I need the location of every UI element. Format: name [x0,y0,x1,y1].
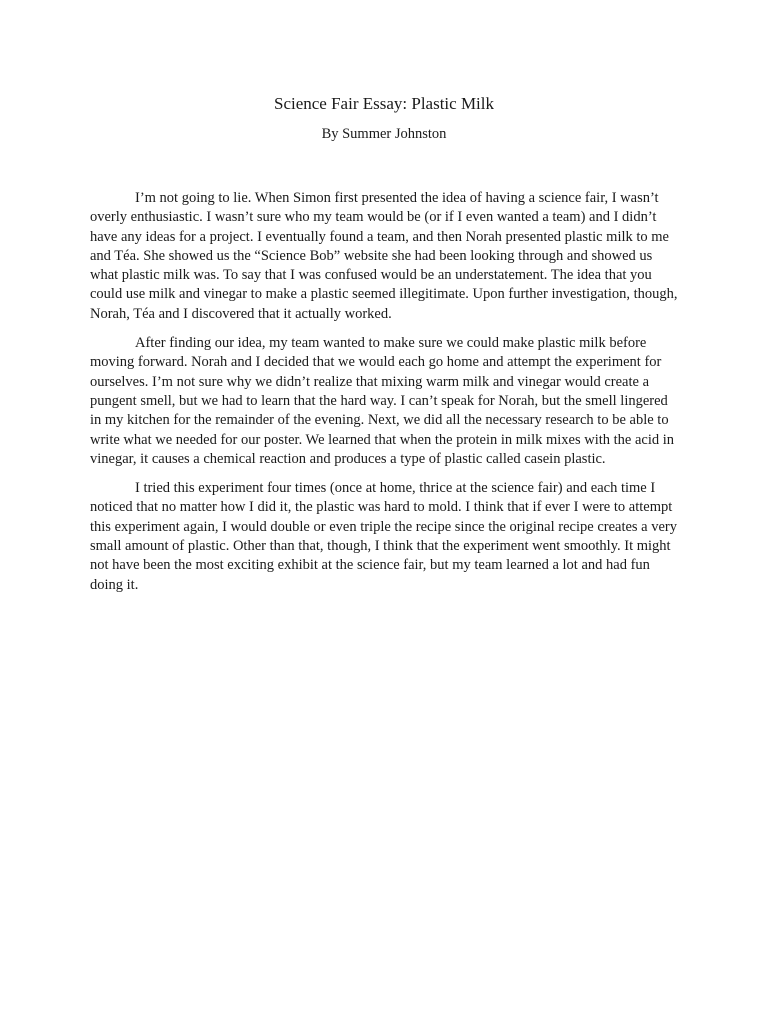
paragraph-2: After finding our idea, my team wanted to make sure we could make plastic milk before moving forward. Norah and I decided that we would each go home and attempt the experiment for ourselves. I’m not sure why we didn’t realize that mixing warm milk and vinegar would create a pungent smell, but we had to learn that the hard way. I can’t speak for Norah, but the smell lingered in my kitchen for the remainder of the evening. Next, we did all the necessary research to be able to write what we needed for our poster. We learned that when the protein in milk mixes with the acid in vinegar, it causes a chemical reaction and produces a type of plastic called casein plastic. [90,335,675,467]
paragraph-3: I tried this experiment four times (once at home, thrice at the science fair) and each time I noticed that no matter how I did it, the plastic was hard to mold. I think that if ever I were to attempt this experiment again, I would double or even triple the recipe since the original recipe creates a very small amount of plastic. Other than that, though, I think that the experiment went smoothly. It might not have been the most exciting exhibit at the science fair, but my team learned a lot and had fun doing it. [90,480,678,593]
document-byline: By Summer Johnston [321,126,447,142]
essay-body [90,189,680,605]
document-title: Science Fair Essay: Plastic Milk [273,94,495,113]
paragraph-1: I’m not going to lie. When Simon first presented the idea of having a science fair, I wasn’t overly enthusiastic. I wasn’t sure who my team would be (or if I even wanted a team) and I didn’t have any ideas for a project. I eventually found a team, and then Norah presented plastic milk to me and Téa. She showed us the “Science Bob” website she had been looking through and showed us what plastic milk was. To say that I was confused would be an understatement. The idea that you could use milk and vinegar to make a plastic seemed illegitimate. Upon further investigation, though, Norah, Téa and I discovered that it actually worked. [90,190,678,322]
